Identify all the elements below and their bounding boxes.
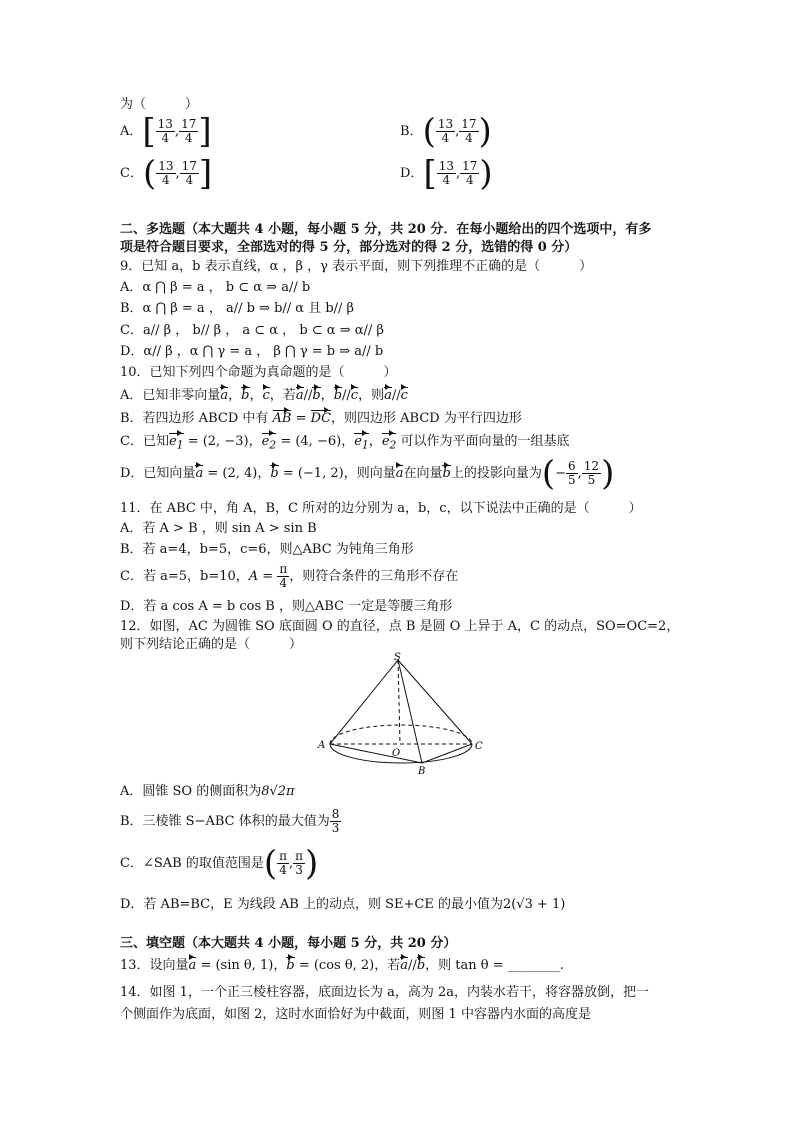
q9-option-a: A．α ⋂ β = a ， b ⊂ α ⇒ a// b (120, 280, 311, 295)
q12-option-b: B．三棱锥 S−ABC 体积的最大值为 $\frac{8}{3}$ (120, 807, 340, 835)
q9-option-d: D．α// β ，α ⋂ γ = a ， β ⋂ γ = b ⇒ a// b (120, 344, 384, 359)
cone-chord-bc (422, 744, 472, 763)
bracket-left: [ (142, 111, 156, 152)
q12-option-c: C．∠SAB 的取值范围是( $\frac{\pi}{4}$ , $\frac{\pi}{3}$ ) (120, 843, 319, 884)
fraction: $\frac{\pi}{3}$ (295, 849, 304, 877)
fraction: $\frac{13}{4}$ (438, 159, 454, 187)
bracket-right: ] (198, 111, 212, 152)
fraction: $\frac{17}{4}$ (181, 159, 197, 187)
fraction: $\frac{17}{4}$ (462, 159, 478, 187)
q10-option-b: B．若四边形 ABCD 中有 AB = DC，则四边形 ABCD 为平行四边形 (120, 411, 522, 426)
fraction: $\frac{17}{4}$ (181, 117, 197, 145)
fraction: $\frac{12}{5}$ (583, 459, 600, 487)
q14-line1: 14．如图 1，一个正三棱柱容器，底面边长为 a，高为 2a，内装水若干，将容器放倒，把一 (120, 985, 649, 1000)
section3-heading: 三、填空题（本大题共 4 小题，每小题 5 分，共 20 分） (120, 936, 457, 951)
cone-figure (310, 652, 490, 780)
q9-option-c: C．a// β ， b// β ， a ⊂ α ， b ⊂ α ⇒ α// β (120, 323, 384, 338)
q8-option-c: C．( $\frac{13}{4}$ , $\frac{17}{4}$ ] (120, 153, 213, 194)
label-s: S (394, 652, 401, 663)
fraction: $\frac{\pi}{4}$ (279, 562, 288, 590)
cone-edge-sa (330, 660, 398, 744)
cone-edge-sc (398, 660, 472, 744)
q8-stem-tail: 为（ ） (120, 97, 199, 112)
fraction: $\frac{13}{4}$ (437, 117, 454, 145)
fraction: $\frac{8}{3}$ (331, 807, 340, 835)
q8-option-d: D．[ $\frac{13}{4}$ , $\frac{17}{4}$ ) (400, 153, 493, 194)
label-o: O (392, 748, 401, 759)
q9-option-b: B．α ⋂ β = a ， a// b ⇒ b// α 且 b// β (120, 301, 355, 316)
fraction: $\frac{6}{5}$ (568, 459, 576, 487)
q8-option-b: B．( $\frac{13}{4}$ , $\frac{17}{4}$ ) (400, 111, 492, 152)
q13: 13．设向量a = (sin θ, 1)，b = (cos θ, 2)，若a//b，则 tan θ = ________. (120, 958, 564, 973)
q8-option-a: A．[ $\frac{13}{4}$ , $\frac{17}{4}$ ] (120, 111, 212, 152)
fraction: $\frac{\pi}{4}$ (279, 849, 287, 877)
cone-axis-so (398, 660, 400, 744)
cone-edge-sb (398, 660, 422, 763)
fraction: $\frac{13}{4}$ (157, 117, 173, 145)
cone-base-front (330, 744, 472, 763)
cone-base-back (330, 725, 472, 744)
q11-option-c: C．若 a=5，b=10，A = $\frac{\pi}{4}$ ，则符合条件的三角形不存在 (120, 562, 459, 590)
q10-option-d: D．已知向量a = (2, 4)，b = (−1, 2)，则向量a在向量b上的投影向量为(− $\frac{6}{5}$ , $\frac{12}{5}$ ) (120, 453, 615, 494)
q12-stem-line2: 则下列结论正确的是（ ） (120, 637, 303, 652)
q11-option-d: D．若 a cos A = b cos B ，则△ABC 一定是等腰三角形 (120, 599, 453, 614)
q11-option-b: B．若 a=4，b=5，c=6，则△ABC 为钝角三角形 (120, 542, 414, 557)
section2-heading-line2: 项是符合题目要求，全部选对的得 5 分，部分选对的得 2 分，选错的得 0 分） (120, 240, 578, 255)
fraction: $\frac{13}{4}$ (158, 159, 174, 187)
label-a: A (318, 740, 326, 751)
q11-option-a: A．若 A > B ，则 sin A > sin B (120, 521, 317, 536)
q11-stem: 11．在 ABC 中，角 A，B，C 所对的边分别为 a，b，c，以下说法中正确的是（ ） (120, 501, 642, 516)
cone-chord-ab (330, 744, 422, 763)
fraction: $\frac{17}{4}$ (461, 117, 477, 145)
q10-option-a: A．已知非零向量a，b，c，若a//b，b//c，则a//c (120, 388, 408, 403)
section2-heading-line1: 二、多选题（本大题共 4 小题，每小题 5 分，共 20 分．在每小题给出的四个选项中，有多 (120, 222, 652, 237)
q12-option-d: D．若 AB=BC，E 为线段 AB 上的动点，则 SE+CE 的最小值为2(√3 + 1) (120, 897, 566, 912)
q9-stem: 9．已知 a，b 表示直线，α ，β ，γ 表示平面，则下列推理不正确的是（ ） (120, 259, 593, 274)
q12-option-a: A．圆锥 SO 的侧面积为8√2π (120, 784, 295, 799)
q12-stem-line1: 12．如图，AC 为圆锥 SO 底面圆 O 的直径，点 B 是圆 O 上异于 A，C 的动点，SO=OC=2， (120, 619, 680, 634)
q10-stem: 10．已知下列四个命题为真命题的是（ ） (120, 365, 397, 380)
label-b: B (418, 766, 426, 777)
q10-option-c: C．已知$e_1 = (2$, −3)，$e_2 = (4$, −6)，$e_1$，$e_2$ 可以作为平面向量的一组基底 (120, 433, 570, 455)
label-c: C (475, 741, 483, 752)
q14-line2: 个侧面作为底面，如图 2，这时水面恰好为中截面，则图 1 中容器内水面的高度是 (120, 1007, 591, 1022)
